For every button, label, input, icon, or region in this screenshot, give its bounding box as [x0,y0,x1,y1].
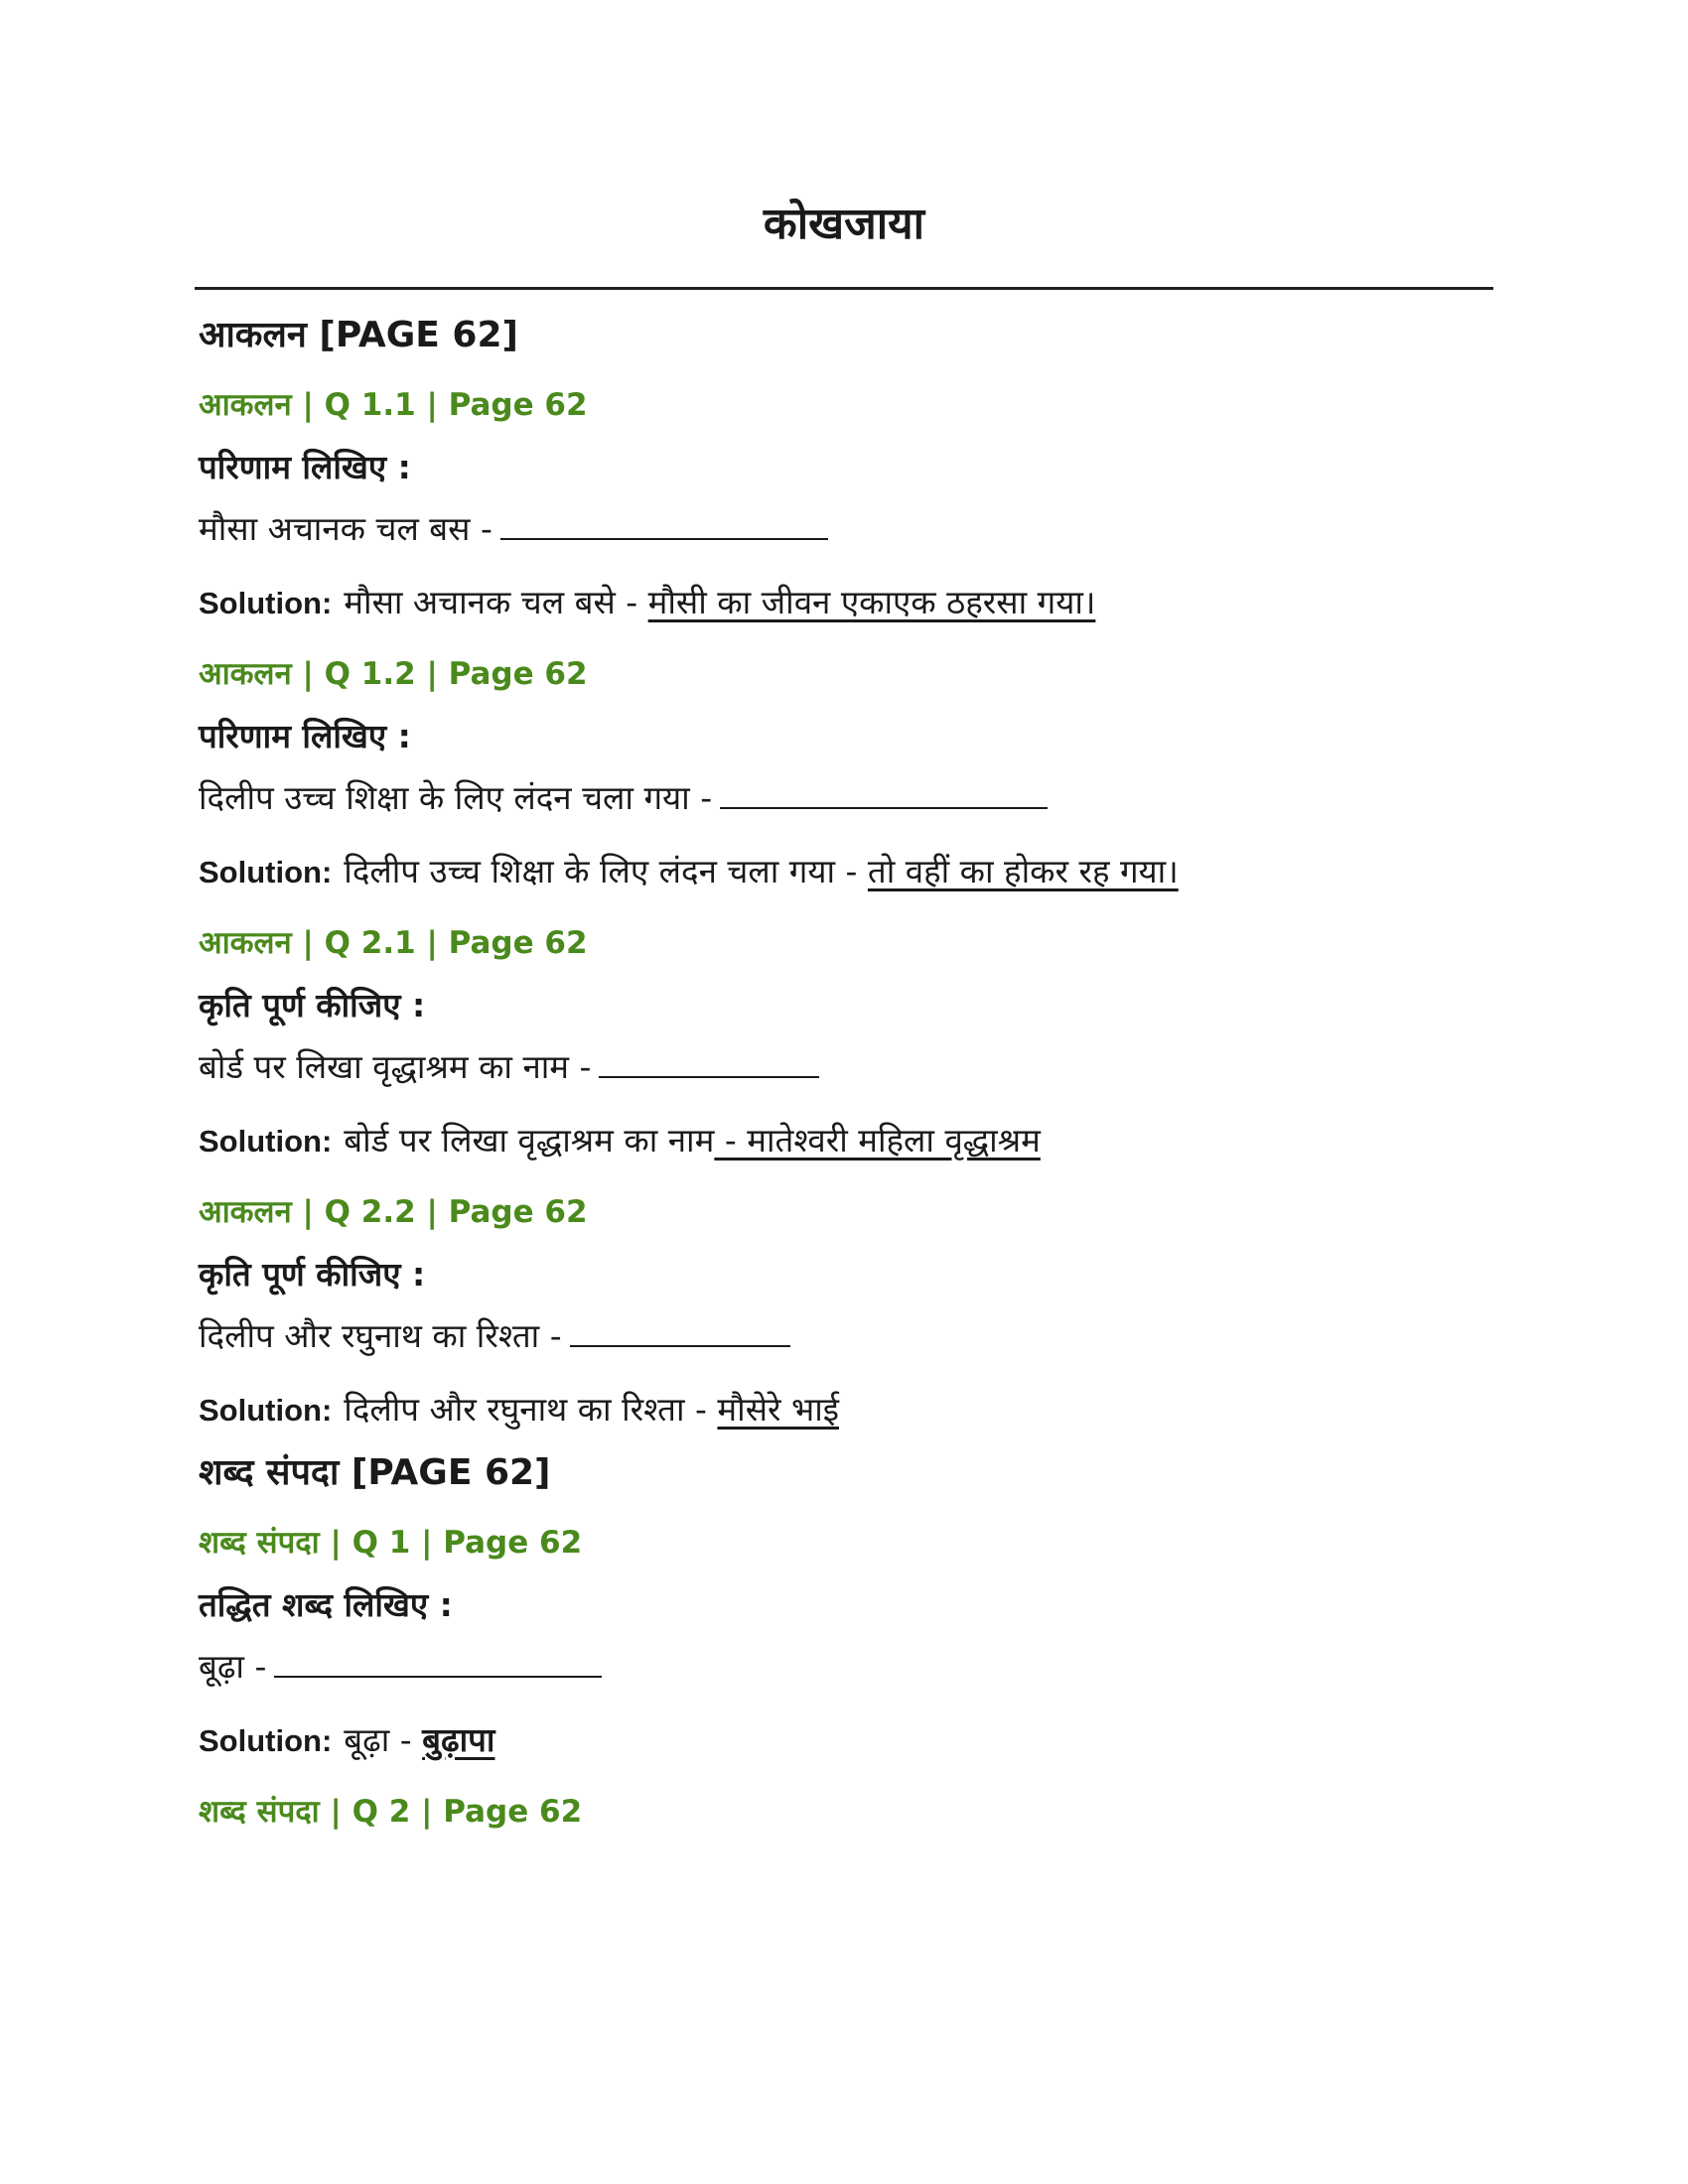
solution-prefix: दिलीप और रघुनाथ का रिश्ता - [344,1390,707,1429]
solution [199,849,1489,895]
question-prompt [199,1042,1489,1090]
solution [199,1717,1489,1764]
solution-prefix: दिलीप उच्च शिक्षा के लिए लंदन चला गया - [344,852,858,890]
solution-answer: - मातेश्वरी महिला वृद्धाश्रम [714,1121,1041,1160]
solution-answer: बुढ़ापा [422,1720,495,1759]
answer-blank [274,1642,602,1678]
solution [199,1118,1489,1164]
solution-prefix: बूढ़ा - [344,1720,412,1759]
question-instruction: परिणाम लिखिए : [199,717,411,755]
question-instruction: कृति पूर्ण कीजिए : [199,1255,426,1294]
solution-label: Solution: [199,1393,333,1428]
question-instruction: परिणाम लिखिए : [199,448,411,486]
question-prompt [199,1311,1489,1359]
document-title: कोखजाया [763,199,925,249]
solution [199,1387,1489,1433]
question-prompt-text: बोर्ड पर लिखा वृद्धाश्रम का नाम - [199,1047,592,1086]
solution-answer: मौसेरे भाई [717,1390,839,1429]
question-meta: शब्द संपदा | Q 2 | Page 62 [199,1794,583,1830]
answer-blank [720,773,1048,809]
section-heading-aakalan: आकलन [PAGE 62] [199,315,518,355]
question-meta: शब्द संपदा | Q 1 | Page 62 [199,1525,583,1561]
solution-prefix: बोर्ड पर लिखा वृद्धाश्रम का नाम [344,1121,715,1160]
question-meta: आकलन | Q 1.1 | Page 62 [199,387,588,423]
question-prompt-text: दिलीप और रघुनाथ का रिश्ता - [199,1316,562,1355]
question-prompt-text: बूढ़ा - [199,1647,267,1686]
solution-label: Solution: [199,855,333,889]
question-prompt [199,504,1489,552]
document-content [199,310,1489,1851]
solution-answer: मौसी का जीवन एकाएक ठहरसा गया। [647,583,1096,621]
solution-label: Solution: [199,1124,333,1159]
question-prompt-text: मौसा अचानक चल बस - [199,509,492,548]
solution-label: Solution: [199,1723,333,1758]
answer-blank [500,504,828,540]
solution-prefix: मौसा अचानक चल बसे - [344,583,638,621]
section-heading-shabd-sampada: शब्द संपदा [PAGE 62] [199,1452,551,1493]
question-instruction: कृति पूर्ण कीजिए : [199,986,426,1024]
question-prompt [199,1642,1489,1690]
question-prompt-text: दिलीप उच्च शिक्षा के लिए लंदन चला गया - [199,778,713,817]
answer-blank [599,1042,819,1078]
answer-blank [570,1311,790,1347]
solution-answer: तो वहीं का होकर रह गया। [867,852,1179,890]
solution [199,580,1489,626]
title-divider [195,287,1493,290]
solution-label: Solution: [199,586,333,620]
question-prompt [199,773,1489,821]
question-meta: आकलन | Q 1.2 | Page 62 [199,656,588,692]
question-instruction: तद्धित शब्द लिखिए : [199,1585,453,1624]
question-meta: आकलन | Q 2.1 | Page 62 [199,925,588,961]
question-meta: आकलन | Q 2.2 | Page 62 [199,1194,588,1230]
